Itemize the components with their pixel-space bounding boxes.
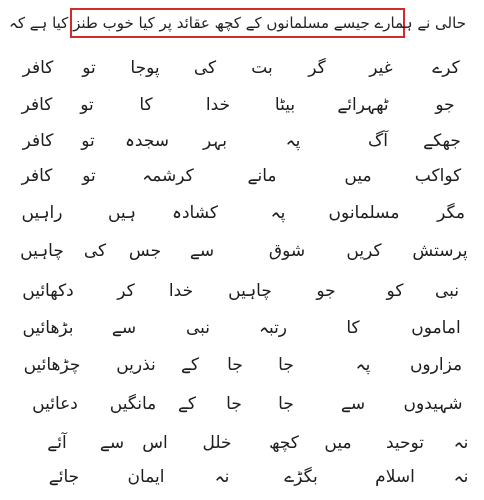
verse-word: توحید (385, 433, 425, 453)
verse-word: کچھ (269, 433, 299, 453)
verse-line (0, 56, 484, 88)
verse-word: میں (324, 433, 352, 453)
verse-word: جھکے (423, 131, 461, 151)
verse-word: نبی (185, 318, 211, 338)
verse-word: کافر (22, 131, 54, 151)
verse-word: کافر (22, 58, 54, 78)
verse-word: کا (346, 318, 360, 338)
verse-word: کا (139, 95, 153, 115)
verse-line (0, 392, 484, 424)
verse-word: جا (278, 355, 294, 375)
verse-word: اس (142, 433, 168, 453)
verse-word: نبی (434, 281, 460, 301)
verse-word: راہیں (21, 203, 63, 223)
title-text: حالی نے ہمارے جیسے مسلمانوں کے کچھ عقائد پر کیا خوب طنز کیا ہے کہ (9, 14, 466, 32)
verse-line (0, 129, 484, 161)
verse-word: سجدہ (124, 131, 170, 151)
verse-word: جو (316, 281, 336, 301)
verse-word: بیٹا (274, 95, 296, 115)
verse-word: پہ (285, 131, 301, 151)
verse-word: پہ (355, 355, 371, 375)
verse-word: چاہیں (228, 281, 272, 301)
verse-word: جس (128, 241, 162, 261)
verse-word: چاہیں (20, 241, 64, 261)
verse-word: کریں (346, 241, 382, 261)
verse-word: کر (117, 281, 135, 301)
verse-word: تو (82, 58, 96, 78)
verse-word: جا (227, 355, 243, 375)
verse-line (0, 239, 484, 271)
verse-word: کواکب (414, 166, 462, 186)
verse-word: میں (344, 166, 372, 186)
verse-word: سے (340, 394, 366, 414)
verse-line (0, 316, 484, 348)
verse-word: جائے (48, 467, 80, 487)
verse-word: بت (251, 58, 273, 78)
verse-word: مسلمانوں (328, 203, 400, 223)
verse-word: پرستش (412, 241, 468, 261)
verse-word: کو (386, 281, 404, 301)
verse-word: کی (83, 241, 107, 261)
verse-word: نہ (453, 467, 469, 487)
verse-word: تو (80, 95, 94, 115)
verse-word: بگڑے (284, 467, 318, 487)
verse-word: خدا (168, 281, 194, 301)
verse-word: سے (111, 318, 137, 338)
verse-word: تو (81, 131, 95, 151)
verse-word: خلل (202, 433, 232, 453)
verse-word: ہیں (107, 203, 137, 223)
verse-word: سے (99, 433, 125, 453)
verse-word: مانگیں (109, 394, 157, 414)
verse-line (0, 164, 484, 196)
verse-word: بڑھائیں (22, 318, 74, 338)
verse-word: اسلام (375, 467, 415, 487)
verse-word: کشادہ (172, 203, 218, 223)
verse-word: نذریں (116, 355, 156, 375)
verse-word: کی (193, 58, 217, 78)
verse-line (0, 279, 484, 311)
verse-word: کرے (432, 58, 460, 78)
verse-word: چڑھائیں (23, 355, 81, 375)
verse-word: بہر (202, 131, 228, 151)
verse-word: رتبہ (258, 318, 288, 338)
verse-word: غیر (369, 58, 393, 78)
verse-word: اماموں (411, 318, 461, 338)
verse-word: کرشمہ (142, 166, 194, 186)
verse-word: سے (189, 241, 215, 261)
verse-word: پہ (270, 203, 286, 223)
verse-line (0, 93, 484, 125)
verse-word: تو (82, 166, 96, 186)
verse-word: شوق (268, 241, 306, 261)
verse-word: ٹھہرائے (337, 95, 389, 115)
verse-word: آئے (47, 433, 67, 453)
verse-word: جا (226, 394, 242, 414)
verse-word: کافر (21, 95, 53, 115)
verse-word: مزاروں (409, 355, 463, 375)
verse-word: جا (278, 394, 294, 414)
verse-word: دعائیں (32, 394, 78, 414)
verse-word: مگر (437, 203, 465, 223)
verse-word: شہیدوں (403, 394, 463, 414)
verse-word: گر (308, 58, 326, 78)
verse-word: جو (435, 95, 455, 115)
verse-line (0, 353, 484, 385)
verse-word: ایمان (127, 467, 165, 487)
verse-word: کے (177, 394, 197, 414)
verse-word: پوجا (130, 58, 160, 78)
verse-word: آگ (368, 131, 388, 151)
verse-word: دکھائیں (22, 281, 74, 301)
verse-word: نہ (214, 467, 230, 487)
verse-word: مانے (247, 166, 277, 186)
verse-word: کافر (21, 166, 53, 186)
verse-word: کے (180, 355, 200, 375)
verse-line (0, 201, 484, 233)
verse-word: خدا (205, 95, 231, 115)
verse-line (0, 431, 484, 463)
verse-word: نہ (453, 433, 469, 453)
verse-line (0, 465, 484, 497)
